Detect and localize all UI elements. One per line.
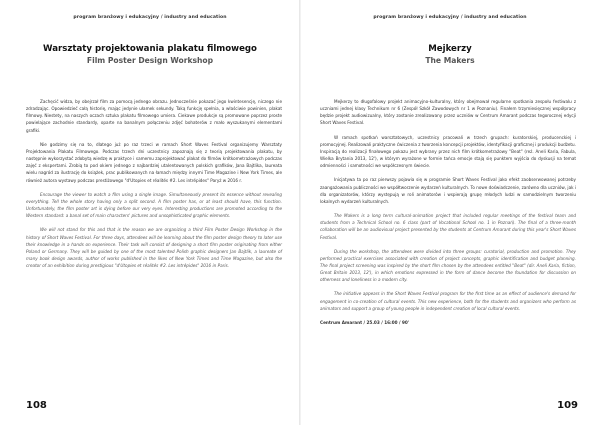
- article-body: [320, 98, 576, 333]
- section-titles: [300, 44, 600, 65]
- paragraph-en: The Makers is a long term cultural-animation project that included regular meetings of the festival team and students from a Technical School no. 6 class (part of Vocational School no. 1 in Poznań). The final of a three-month collaboration will be an audiovisual project presented by the students at Centrum Amarant during this year's Short Waves Festival.: [320, 213, 576, 240]
- paragraph-pl: Zachęcić widza, by obejrzał film za pomocą jednego obrazu. Jednocześnie pokazać jego kwintesencję, niczego nie zdradzając. Opowiedzieć całą historię, mając jedynie ułamek sekundy. Taką funkcję spełnia, a właściwie powinien, plakat filmowy. Niestety, na naszych oczach sztuka plakatu filmowego umiera. Ciekawe produkcje są promowane poprzez proste powielające zachodnie standardy, oparte na banalnym połączeniu zdjęć bohaterów z mało wyszukanymi elementami grafiki.: [26, 99, 282, 133]
- running-head: program branżowy i edukacyjny / industry and education: [73, 15, 227, 20]
- section-title-pl: Warsztaty projektowania plakatu filmowego: [43, 44, 257, 54]
- page-right: [300, 0, 600, 425]
- running-head: program branżowy i edukacyjny / industry and education: [373, 15, 527, 20]
- article-body: [26, 98, 282, 276]
- event-info: Centrum Amarant / 25.03 / 16:00 / 90': [320, 319, 410, 325]
- paragraph-en: During the workshop, the attendees were divided into three groups: curatorial, production and promotion. They performed practical exercises associated with creation of project concepts, graphic identification and budget planning. The final project screening was inspired by the short film chosen by the attendees entitled "Beat" (dir. Aneli Karia, fiction, Great Britain 2013, 12'), in which emotions expressed in the form of dance become the foundation for discussion on otherness and loneliness in a modern city.: [320, 248, 576, 283]
- paragraph-pl: Inicjatywa ta po raz pierwszy pojawia się w programie Short Waves Festival jako efekt zaobserwowanej potrzeby zaangażowania publiczności we współtworzenie wydarzeń kulturalnych. To nowe doświadczenie, zarówno dla uczniów, jak i dla organizatorów, którzy występują w roli animatorów i wspierają grupę młodych ludzi w samodzielnym tworzeniu lokalnych wydarzeń kulturalnych.: [320, 177, 576, 204]
- paragraph-en: Encourage the viewer to watch a film using a single image. Simultaneously present its essence without revealing everything. Tell the whole story having only a split second. A film poster has, or at least should have, this function. Unfortunately, the film poster art is dying before our very eyes. Interesting productions are promoted according to the Western standard: a banal set of main characters' pictures and unsophisticated graphic elements.: [26, 191, 282, 219]
- page-number: 109: [557, 400, 578, 411]
- paragraph-pl: W ramach spotkań warsztatowych, uczestnicy pracowali w trzech grupach: kuratorskiej, producenckiej i promocyjnej. Realizowali praktyczne ćwiczenia z tworzenia koncepcji projektów, identyfikacji graficznej i produkcji budżetu. Inspiracją do realizacji finałowego pokazu jest wybrany przez nich film krótkometrażowy "Beat" (reż. Aneli Karia, Fabula, Wielka Brytania 2013, 12'), w którym wyrażone w formie tańca emocje stają się punktem wyjścia do dyskusji na temat odmienności i samotności we współczesnym świecie.: [320, 134, 576, 169]
- paragraph-en: The initiative appears in the Short Waves Festival program for the first time as an effect of audience's demand for engagement in co-creation of cultural events. This new experience, both for the students and organizers who perform as animators and support a group of young people in independent creation of local cultural events.: [320, 291, 576, 311]
- section-titles: [0, 44, 300, 65]
- section-title-pl: Mejkerzy: [428, 44, 472, 54]
- page-number: 108: [26, 400, 47, 411]
- paragraph-en: We will not stand for this and that is the reason we are organizing a third Film Poster Design Workshop in the history of Short Waves Festival. For three days, attendees will be learning about the film poster design theory to later use their knowledge in a hands on experience. Their task will consist of designing a short film poster originating from either Poland or Germany. They will be guided by one of the most talented Polish graphic designers Jan Bajtlik, a laureate of many book design awards, author of works published in the likes of New York Times and Time Magazine, but also the creator of an exhibition during prestigious "d'Utopies et réalités #2. Les intrépides" 2016 in Paris.: [26, 227, 282, 269]
- section-title-en: The Makers: [425, 56, 475, 65]
- section-title-en: Film Poster Design Workshop: [86, 56, 214, 65]
- paragraph-pl: Nie godzimy się na to, dlatego już po raz trzeci w ramach Short Waves Festival organizujemy Warsztaty Projektowania Plakatu Filmowego. Podczas trzech dni uczestnicy zapoznają się z teorią projektowania plakatu, by następnie wykorzystać zdobytą wiedzę w praktyce i samemu zaprojektować plakat do filmów krótkometrażowych podczas zajęć z ekspertami. Zrobią to pod okiem jednego z najbardziej utalentowanych polskich grafików, Jana Bajtlika, laureata wielu nagród za ilustrację do książek, prac publikowanych na łamach między innymi Time Magazine i New York Times, ale również autora wystawy podczas prestiżowego "d'Utopies et réalités #2. Les intrépides" Paryż w 2016 r.: [26, 141, 282, 183]
- paragraph-pl: Mejkerzy to długofalowy projekt animacyjno-kulturalny, który obejmował regularne spotkania zespołu festiwalu z uczniami jednej klasy Technikum nr 6 (Zespół Szkół Zawodowych nr 1 w Poznaniu). Finałem trzymiesięcznej współpracy będzie projekt audiowizualny, który zostanie zrealizowany przez uczniów w Centrum Amarant podczas tegorocznej edycji Short Waves Festival.: [320, 99, 576, 126]
